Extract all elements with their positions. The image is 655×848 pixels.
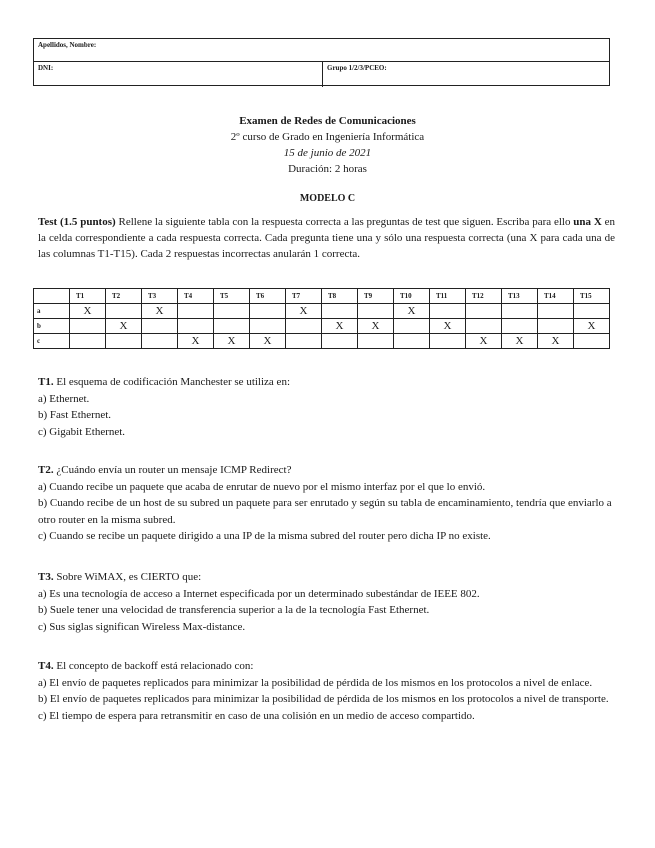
grid-answer-cell (358, 334, 394, 349)
exam-model: MODELO C (299, 193, 356, 204)
grid-answer-cell: X (142, 304, 178, 319)
grid-answer-cell (106, 334, 142, 349)
course-line: 2º curso de Grado en Ingeniería Informática (230, 131, 425, 143)
grid-answer-cell (430, 304, 466, 319)
grid-answer-cell (70, 319, 106, 334)
grid-answer-cell (178, 304, 214, 319)
question-stem: ¿Cuándo envía un router un mensaje ICMP Redirect? (53, 464, 292, 476)
grid-column-header: T11 (430, 289, 466, 304)
grid-answer-cell: X (286, 304, 322, 319)
question-number: T2. (38, 464, 54, 476)
test-instructions (38, 214, 615, 262)
grid-column-header: T13 (502, 289, 538, 304)
grid-answer-cell: X (214, 334, 250, 349)
grid-column-header: T9 (358, 289, 394, 304)
test-points: Test (1.5 puntos) (38, 216, 116, 228)
grid-answer-cell: X (178, 334, 214, 349)
grid-answer-cell: X (502, 334, 538, 349)
grid-column-header: T10 (394, 289, 430, 304)
option-c: c) Gigabit Ethernet. (38, 425, 126, 438)
grid-column-header: T14 (538, 289, 574, 304)
question-number: T1. (38, 376, 54, 388)
grid-answer-cell (502, 304, 538, 319)
grid-answer-cell (394, 319, 430, 334)
option-c: c) Cuando se recibe un paquete dirigido a una IP de la misma subred del router pero dicha IP no existe. (38, 530, 491, 542)
option-a: a) El envío de paquetes replicados para minimizar la posibilidad de pérdida de los mismos en los protocolos a nivel de enlace. (38, 676, 593, 689)
grid-column-header: T3 (142, 289, 178, 304)
grid-row-label: a (34, 304, 70, 319)
grid-answer-cell: X (106, 319, 142, 334)
grid-answer-cell (574, 334, 610, 349)
dni-group-row (34, 62, 609, 87)
option-b: b) Cuando recibe de un host de su subred un paquete para ser enrutado y según su tabla de encaminamiento, tendría que enviarlo a otro router en la misma subred. (38, 497, 612, 526)
grid-answer-cell (214, 304, 250, 319)
dni-label: DNI: (38, 64, 54, 72)
exam-duration: Duración: 2 horas (288, 163, 367, 175)
grid-column-header: T15 (574, 289, 610, 304)
grid-answer-cell (394, 334, 430, 349)
exam-title: Examen de Redes de Comunicaciones (239, 115, 416, 127)
grid-answer-cell (358, 304, 394, 319)
grid-answer-cell: X (322, 319, 358, 334)
grid-answer-cell: X (70, 304, 106, 319)
option-b: b) El envío de paquetes replicados para minimizar la posibilidad de pérdida de los mismos en los protocolos a nivel de transporte. (38, 693, 609, 705)
grid-answer-cell (214, 319, 250, 334)
question-text (38, 374, 618, 391)
grid-answer-row (34, 319, 610, 334)
grid-answer-cell: X (466, 334, 502, 349)
grid-column-header: T4 (178, 289, 214, 304)
question-stem: Sobre WiMAX, es CIERTO que: (53, 571, 202, 583)
name-row (34, 39, 609, 62)
question-text (38, 462, 618, 479)
grid-answer-cell (250, 319, 286, 334)
instructions-text-a: Rellene la siguiente tabla con la respuesta correcta a las preguntas de test que siguen. Escriba para ello (115, 216, 574, 228)
student-info-box (33, 38, 610, 86)
grid-answer-cell (286, 334, 322, 349)
question-number: T3. (38, 571, 54, 583)
exam-date: 15 de junio de 2021 (283, 147, 372, 159)
grid-answer-row (34, 304, 610, 319)
grid-answer-cell (106, 304, 142, 319)
option-c: c) El tiempo de espera para retransmitir en caso de una colisión en un medio de acceso compartido. (38, 709, 475, 722)
grid-answer-cell (574, 304, 610, 319)
grid-answer-cell (142, 319, 178, 334)
option-a: a) Cuando recibe un paquete que acaba de enrutar de nuevo por el mismo interfaz por el que lo envió. (38, 480, 486, 493)
question-text (38, 658, 618, 675)
grid-answer-cell: X (358, 319, 394, 334)
question-t2 (38, 462, 618, 545)
grid-column-header: T1 (70, 289, 106, 304)
grid-header-row (34, 289, 610, 304)
grid-answer-cell (322, 334, 358, 349)
grid-answer-cell: X (574, 319, 610, 334)
grid-column-header: T6 (250, 289, 286, 304)
option-a: a) Ethernet. (38, 392, 90, 405)
question-text (38, 569, 618, 586)
answer-grid (33, 288, 610, 349)
grid-answer-row (34, 334, 610, 349)
grid-answer-cell (502, 319, 538, 334)
instructions-text-b: en la celda correspondiente a cada respuesta correcta. Cada pregunta tiene una y sólo una respuesta correcta (una X para cada una de las columnas T1-T15). Cada 2 respuestas incorrectas anularán 1 correcta. (38, 216, 615, 260)
grid-answer-cell (70, 334, 106, 349)
option-a: a) Es una tecnología de acceso a Internet especificada por un determinado subestándar de IEEE 802. (38, 587, 480, 600)
grid-answer-cell: X (538, 334, 574, 349)
grid-column-header: T7 (286, 289, 322, 304)
grid-answer-cell: X (430, 319, 466, 334)
grid-column-header: T5 (214, 289, 250, 304)
question-stem: El esquema de codificación Manchester se utiliza en: (53, 376, 290, 388)
grid-answer-cell: X (394, 304, 430, 319)
name-label: Apellidos, Nombre: (38, 41, 97, 49)
grid-answer-cell (286, 319, 322, 334)
group-label: Grupo 1/2/3/PCEO: (327, 64, 387, 72)
instructions-bold: una X (573, 216, 602, 228)
grid-column-header: T8 (322, 289, 358, 304)
grid-answer-cell (466, 304, 502, 319)
question-stem: El concepto de backoff está relacionado con: (53, 660, 254, 672)
question-t3 (38, 569, 618, 635)
grid-row-label: c (34, 334, 70, 349)
question-t4 (38, 658, 618, 724)
grid-answer-cell (466, 319, 502, 334)
option-b: b) Fast Ethernet. (38, 409, 112, 421)
question-number: T4. (38, 660, 54, 672)
grid-answer-cell (538, 304, 574, 319)
grid-answer-cell (430, 334, 466, 349)
grid-answer-cell (250, 304, 286, 319)
grid-column-header: T12 (466, 289, 502, 304)
grid-answer-cell (538, 319, 574, 334)
grid-answer-cell (142, 334, 178, 349)
grid-column-header: T2 (106, 289, 142, 304)
row-divider (322, 62, 323, 87)
grid-answer-cell (178, 319, 214, 334)
exam-titles (0, 113, 655, 177)
option-b: b) Suele tener una velocidad de transferencia superior a la de la tecnología Fast Ethernet. (38, 604, 430, 616)
question-t1 (38, 374, 618, 440)
grid-corner-cell (34, 289, 70, 304)
grid-row-label: b (34, 319, 70, 334)
option-c: c) Sus siglas significan Wireless Max-distance. (38, 620, 246, 633)
grid-answer-cell (322, 304, 358, 319)
grid-answer-cell: X (250, 334, 286, 349)
